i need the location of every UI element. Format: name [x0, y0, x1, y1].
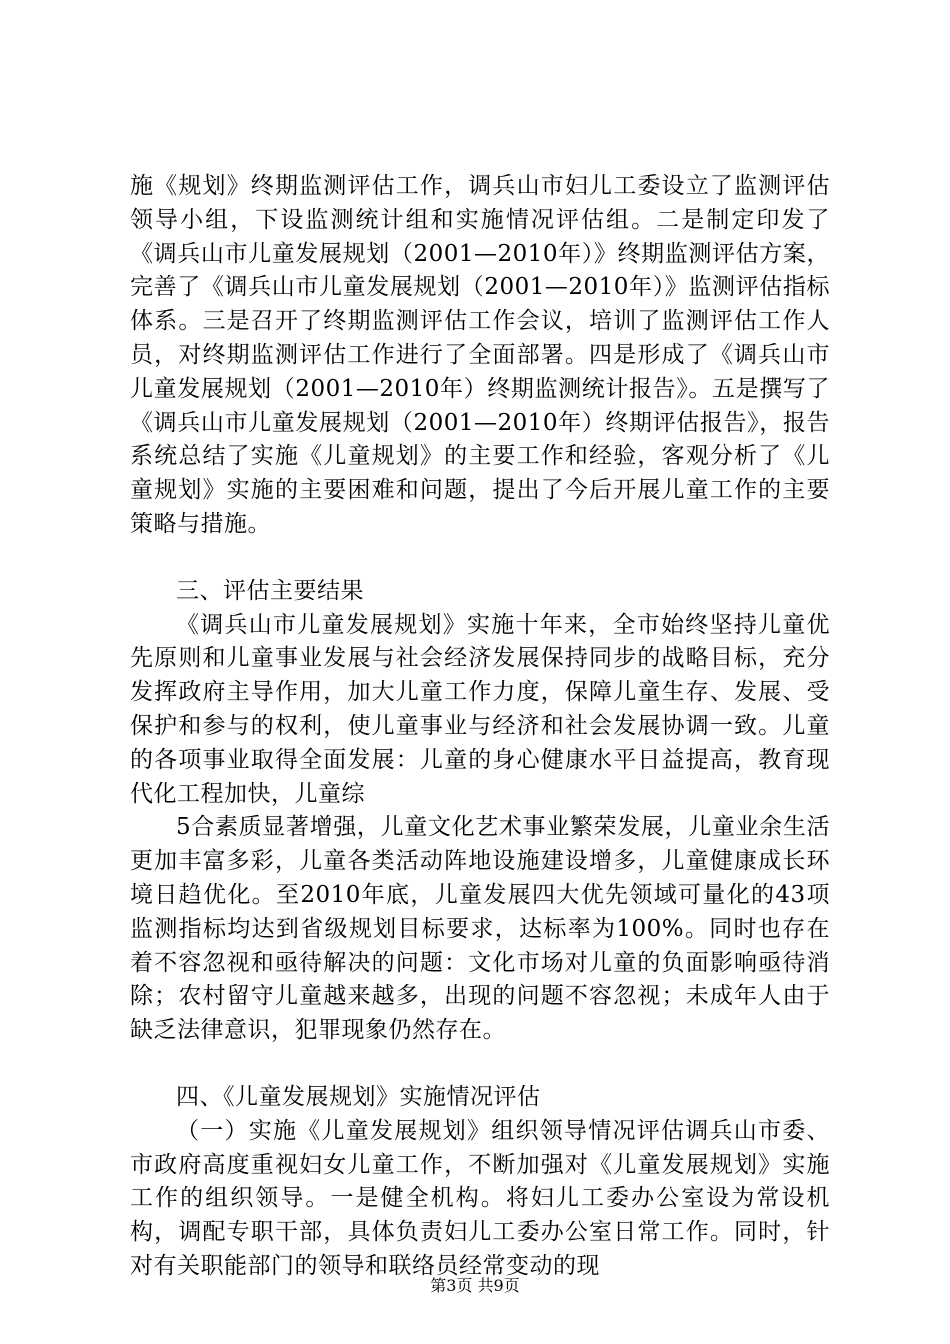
paragraph-organization-leadership: （一）实施《儿童发展规划》组织领导情况评估调兵山市委、市政府高度重视妇女儿童工作，不断加强对《儿童发展规划》实施工作的组织领导。一是健全机构。将妇儿工委办公室设为常设机构，调配专职干部，具体负责妇儿工委办公室日常工作。同时，针对有关职能部门的领导和联络员经常变动的现 [130, 1117, 830, 1279]
paragraph-planning-work: 施《规划》终期监测评估工作，调兵山市妇儿工委设立了监测评估领导小组，下设监测统计组和实施情况评估组。二是制定印发了《调兵山市儿童发展规划（2001—2010年）》终期监测评估方案，完善了《调兵山市儿童发展规划（2001—2010年）》监测评估指标体系。三是召开了终期监测评估工作会议，培训了监测评估工作人员，对终期监测评估工作进行了全面部署。四是形成了《调兵山市儿童发展规划（2001—2010年）终期监测统计报告》。五是撰写了《调兵山市儿童发展规划（2001—2010年）终期评估报告》，报告系统总结了实施《儿童规划》的主要工作和经验，客观分析了《儿童规划》实施的主要困难和问题，提出了今后开展儿童工作的主要策略与措施。 [130, 173, 830, 537]
document-body [130, 170, 830, 1284]
section-heading-implementation: 四、《儿童发展规划》实施情况评估 [176, 1083, 541, 1110]
paragraph-results-overview: 《调兵山市儿童发展规划》实施十年来，全市始终坚持儿童优先原则和儿童事业发展与社会经济发展保持同步的战略目标，充分发挥政府主导作用，加大儿童工作力度，保障儿童生存、发展、受保护和参与的权利，使儿童事业与经济和社会发展协调一致。儿童的各项事业取得全面发展：儿童的身心健康水平日益提高，教育现代化工程加快，儿童综 [130, 611, 830, 807]
paragraph-results-details: 5合素质显著增强，儿童文化艺术事业繁荣发展，儿童业余生活更加丰富多彩，儿童各类活动阵地设施建设增多，儿童健康成长环境日趋优化。至2010年底，儿童发展四大优先领域可量化的43项监测指标均达到省级规划目标要求，达标率为100%。同时也存在着不容忽视和亟待解决的问题：文化市场对儿童的负面影响亟待消除；农村留守儿童越来越多，出现的问题不容忽视；未成年人由于缺乏法律意识，犯罪现象仍然存在。 [130, 814, 830, 1044]
paragraph-gap [130, 542, 830, 575]
section-heading-results: 三、评估主要结果 [176, 577, 364, 604]
paragraph-gap [130, 1048, 830, 1081]
page-number-footer: 第3页 共9页 [430, 1276, 520, 1295]
